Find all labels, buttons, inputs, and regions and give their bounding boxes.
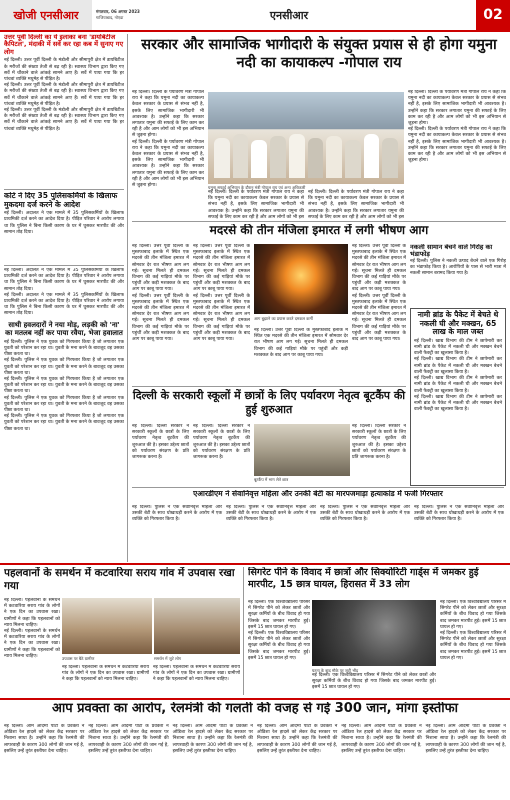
story-diabetes-body-cont2: नई दिल्ली। उत्तर पूर्वी दिल्ली के मंडोली और सीमापुरी क्षेत्र में डायबिटीज के मरीजों की संख्या तेजी से बढ़ रही है। स्वास्थ्य विभाग द्वारा किए गए सर्वे में चौंकाने वाले आंकड़े सामने आए हैं। सर्वे में पाया गया कि हर पांचवां व्यक्ति मधुमेह से पीड़ित है। xyxy=(4,108,124,132)
fire-body-mid xyxy=(254,328,348,384)
wrestlers-caption1-block xyxy=(62,656,152,664)
date-line: मंगलवार, 06 अगस्त 2023 xyxy=(96,9,140,14)
wrestlers-photo-1 xyxy=(62,598,152,654)
schools-photo xyxy=(254,424,350,476)
lead-body-cont: नई दिल्ली। दिल्ली के पर्यावरण मंत्री गोपाल राय ने कहा कि यमुना नदी का कायाकल्प केवल सरकार के प्रयास से संभव नहीं है, इसके लिए सामाजिक भागीदारी भी आवश्यक है। उन्होंने कहा कि सरकार लगातार यमुना की सफाई के लिए काम कर रही है और आम लोगों को भी इस अभियान से जुड़ना होगा। xyxy=(132,139,204,189)
story-police-body: नई दिल्ली। अदालत ने एक मामले में 35 पुलिसकर्मियों के खिलाफ प्राथमिकी दर्ज करने का आदेश दिया है। पीड़ित परिवार ने आरोप लगाया था कि पुलिस ने बिना किसी कारण के घर में घुसकर मारपीट की और सामान तोड़ दिया। xyxy=(4,211,124,235)
lead-body-mid xyxy=(208,185,404,219)
fire-body-col2-cont: नई दिल्ली। उत्तर पूर्वी दिल्ली के मुस्तफाबाद इलाके में स्थित एक मदरसे की तीन मंजिला इमारत में सोमवार देर रात भीषण आग लग गई। सूचना मिलते ही दमकल विभाग की कई गाड़ियां मौके पर पहुंचीं और कड़ी मशक्कत के बाद आग पर काबू पाया गया। xyxy=(193,293,250,343)
story-harassment-body-cont2: नई दिल्ली। पुलिस ने एक युवक को गिरफ्तार किया है जो लगातार एक युवती को परेशान कर रहा था। युवती के मना करने के बावजूद वह उसका पीछा करता था। xyxy=(4,376,124,395)
story-harassment-body: नई दिल्ली। पुलिस ने एक युवक को गिरफ्तार किया है जो लगातार एक युवती को परेशान कर रहा था। युवती के मना करने के बावजूद वह उसका पीछा करता था। xyxy=(4,339,124,358)
page-header xyxy=(0,0,510,32)
bottom-body xyxy=(4,724,506,798)
edition-line: गाजियाबाद, नोएडा xyxy=(96,15,124,20)
story-harassment-body-cont4: नई दिल्ली। पुलिस ने एक युवक को गिरफ्तार किया है जो लगातार एक युवती को परेशान कर रहा था। युवती के मना करने के बावजूद वह उसका पीछा करता था। xyxy=(4,414,124,432)
bottom-headline: आप प्रवक्ता का आरोप, रेलमंत्री की गलती की वजह से गई 300 जान, मांगा इस्तीफा xyxy=(51,702,459,716)
cigarette-headline: सिगरेट पीने के विवाद में छात्रों और सिक्योरिटी गार्ड्स में जमकर हुई मारपीट, 15 छात्र घायल, हिरासत में 33 लोग xyxy=(248,567,479,590)
ghee-headline: नामी ब्रांड के पैकेट में बेचते थे नकली घी और मक्खन, 65 लाख के माल जब्त xyxy=(417,310,499,337)
wrestlers-body-col1-cont: नई दिल्ली। पहलवानों के समर्थन में कटवारिया सराय गांव के लोगों ने एक दिन का उपवास रखा। ग्रामीणों ने कहा कि पहलवानों को न्याय मिलना चाहिए। xyxy=(4,629,60,659)
ghee-body-cont3: नई दिल्ली। खाद्य विभाग की टीम ने छापेमारी कर नामी ब्रांड के पैकेट में नकली घी और मक्खन बेचने वाली फैक्ट्री का खुलासा किया है। xyxy=(414,394,502,413)
story-diabetes xyxy=(4,34,124,188)
bottom-body-col5: नई दिल्ली। आम आदमी पार्टी के प्रवक्ता ने ओडिशा रेल हादसे को लेकर केंद्र सरकार पर निशाना साधा है। उन्होंने कहा कि रेलमंत्री की लापरवाही के कारण 300 लोगों की जान गई है, इसलिए उन्हें तुरंत इस्तीफा देना चाहिए। xyxy=(341,724,422,754)
story-harassment-headline: साथी हवलदारों ने नया मोड़, लड़की को 'ना' का मतलब नहीं कर पाया रवैया, भेजा हवालात xyxy=(5,320,123,337)
cigarette-body-mid xyxy=(312,668,436,696)
wrestlers-body-col3: नई दिल्ली। पहलवानों के समर्थन में कटवारिया सराय गांव के लोगों ने एक दिन का उपवास रखा। ग्रामीणों ने कहा कि पहलवानों को न्याय मिलना चाहिए। xyxy=(153,665,240,683)
bottom-body-col4: नई दिल्ली। आम आदमी पार्टी के प्रवक्ता ने ओडिशा रेल हादसे को लेकर केंद्र सरकार पर निशाना साधा है। उन्होंने कहा कि रेलमंत्री की लापरवाही के कारण 300 लोगों की जान गई है, इसलिए उन्हें तुरंत इस्तीफा देना चाहिए। xyxy=(256,724,338,754)
cigarette-body-col3: नई दिल्ली। एक विश्वविद्यालय परिसर में सिगरेट पीने को लेकर छात्रों और सुरक्षा कर्मियों के बीच विवाद हो गया जिसके बाद जमकर मारपीट हुई। इसमें 15 छात्र घायल हो गए। xyxy=(440,600,506,630)
lead-body: नई दिल्ली। दिल्ली के पर्यावरण मंत्री गोपाल राय ने कहा कि यमुना नदी का कायाकल्प केवल सरकार के प्रयास से संभव नहीं है, इसके लिए सामाजिक भागीदारी भी आवश्यक है। उन्होंने कहा कि सरकार लगातार यमुना की सफाई के लिए काम कर रही है और आम लोगों को भी इस अभियान से जुड़ना होगा। xyxy=(132,90,204,139)
edition-meta xyxy=(92,9,252,21)
schools-photo-caption: बूटकैंप में भाग लेते छात्र xyxy=(254,477,289,482)
bottom-body-col6: नई दिल्ली। आम आदमी पार्टी के प्रवक्ता ने ओडिशा रेल हादसे को लेकर केंद्र सरकार पर निशाना साधा है। उन्होंने कहा कि रेलमंत्री की लापरवाही के कारण 300 लोगों की जान गई है, इसलिए उन्हें तुरंत इस्तीफा देना चाहिए। xyxy=(425,724,506,754)
ghee-body: नई दिल्ली। खाद्य विभाग की टीम ने छापेमारी कर नामी ब्रांड के पैकेट में नकली घी और मक्खन बेचने वाली फैक्ट्री का खुलासा किया है। xyxy=(414,338,502,357)
bottom-body-col2: नई दिल्ली। आम आदमी पार्टी के प्रवक्ता ने ओडिशा रेल हादसे को लेकर केंद्र सरकार पर निशाना साधा है। उन्होंने कहा कि रेलमंत्री की लापरवाही के कारण 300 लोगों की जान गई है, इसलिए उन्हें तुरंत इस्तीफा देना चाहिए। xyxy=(88,724,169,754)
fire-body-left xyxy=(132,244,250,384)
ardm-headline: एआरडीएम ने सेवानिवृत्त महिला और उनकी बेटी का मारपजमाड़ा हत्याकांड में फर्जी गिरफ्तार xyxy=(193,490,443,498)
story-police-headline: कोर्ट ने दिए 35 पुलिसकर्मियों के खिलाफ मुकदमा दर्ज करने के आदेश xyxy=(4,192,118,209)
cigarette-body-col2: नई दिल्ली। एक विश्वविद्यालय परिसर में सिगरेट पीने को लेकर छात्रों और सुरक्षा कर्मियों के बीच विवाद हो गया जिसके बाद जमकर मारपीट हुई। इसमें 15 छात्र घायल हो गए। xyxy=(312,673,436,691)
lead-body-col4: नई दिल्ली। दिल्ली के पर्यावरण मंत्री गोपाल राय ने कहा कि यमुना नदी का कायाकल्प केवल सरकार के प्रयास से संभव नहीं है, इसके लिए सामाजिक भागीदारी भी आवश्यक है। उन्होंने कहा कि सरकार लगातार यमुना की सफाई के लिए काम कर रही है और आम लोगों को भी इस अभियान से जुड़ना होगा। xyxy=(408,90,506,127)
section-divider xyxy=(0,563,510,565)
fire-body-col1-cont: नई दिल्ली। उत्तर पूर्वी दिल्ली के मुस्तफाबाद इलाके में स्थित एक मदरसे की तीन मंजिला इमारत में सोमवार देर रात भीषण आग लग गई। सूचना मिलते ही दमकल विभाग की कई गाड़ियां मौके पर पहुंचीं और कड़ी मशक्कत के बाद आग पर काबू पाया गया। xyxy=(132,293,189,343)
ardm-headline-block xyxy=(132,490,504,504)
section-title: एनसीआर xyxy=(269,8,309,22)
fire-photo xyxy=(254,244,348,314)
ghee-body-cont2: नई दिल्ली। खाद्य विभाग की टीम ने छापेमारी कर नामी ब्रांड के पैकेट में नकली घी और मक्खन बेचने वाली फैक्ट्री का खुलासा किया है। xyxy=(414,376,502,394)
fire-headline-block xyxy=(132,224,506,242)
column-rule xyxy=(127,34,128,562)
wrestlers-photo-2 xyxy=(154,598,240,654)
ghee-box xyxy=(410,308,506,486)
side-story-body: नई दिल्ली। पुलिस ने नकली उत्पाद बेचने वाले एक गिरोह का भंडाफोड़ किया है। आरोपियों के पास से भारी मात्रा में नकली सामान बरामद किया गया है। xyxy=(410,258,506,277)
lead-body-col2: नई दिल्ली। दिल्ली के पर्यावरण मंत्री गोपाल राय ने कहा कि यमुना नदी का कायाकल्प केवल सरकार के प्रयास से संभव नहीं है, इसके लिए सामाजिक भागीदारी भी आवश्यक है। उन्होंने कहा कि सरकार लगातार यमुना की सफाई के लिए काम कर रही है और आम लोगों को भी इस xyxy=(208,190,304,219)
story-diabetes-body: नई दिल्ली। उत्तर पूर्वी दिल्ली के मंडोली और सीमापुरी क्षेत्र में डायबिटीज के मरीजों की संख्या तेजी से बढ़ रही है। स्वास्थ्य विभाग द्वारा किए गए सर्वे में चौंकाने वाले आंकड़े सामने आए हैं। सर्वे में पाया गया कि हर पांचवां व्यक्ति मधुमेह से पीड़ित है। xyxy=(4,58,124,83)
divider xyxy=(132,487,504,488)
fire-headline: मदरसे की तीन मंजिला इमारत में लगी भीषण आग xyxy=(209,224,429,237)
schools-body-col3: नई दिल्ली। दिल्ली सरकार ने सरकारी स्कूलों के छात्रों के लिए पर्यावरण नेतृत्व बूटकैंप की शुरुआत की है। इसका उद्देश्य छात्रों को पर्यावरण संरक्षण के प्रति जागरूक करना है। xyxy=(352,424,406,461)
lead-headline-block xyxy=(132,36,506,90)
schools-body-col2: नई दिल्ली। दिल्ली सरकार ने सरकारी स्कूलों के छात्रों के लिए पर्यावरण नेतृत्व बूटकैंप की शुरुआत की है। इसका उद्देश्य छात्रों को पर्यावरण संरक्षण के प्रति जागरूक करना है। xyxy=(193,424,250,461)
section-divider xyxy=(0,698,510,700)
divider xyxy=(132,386,406,387)
schools-headline: दिल्ली के सरकारी स्कूलों में छात्रों के लिए पर्यावरण नेतृत्व बूटकैंप की हुई शुरुआत xyxy=(132,389,406,416)
wrestlers-photo1-caption: उपवास पर बैठे ग्रामीण xyxy=(62,656,95,661)
cigarette-body-col1: नई दिल्ली। एक विश्वविद्यालय परिसर में सिगरेट पीने को लेकर छात्रों और सुरक्षा कर्मियों के बीच विवाद हो गया जिसके बाद जमकर मारपीट हुई। इसमें 15 छात्र घायल हो गए। xyxy=(248,600,310,630)
ardm-body-col2: नई दिल्ली। पुलिस ने एक सेवानिवृत्त महिला और उसकी बेटी के साथ धोखाधड़ी करने के आरोप में एक व्यक्ति को गिरफ्तार किया है। xyxy=(226,505,316,523)
story-police-body-cont: नई दिल्ली। अदालत ने एक मामले में 35 पुलिसकर्मियों के खिलाफ प्राथमिकी दर्ज करने का आदेश दिया है। पीड़ित परिवार ने आरोप लगाया था कि पुलिस ने बिना किसी कारण के घर में घुसकर मारपीट की और सामान तोड़ दिया। xyxy=(4,268,124,292)
wrestlers-body-right xyxy=(62,665,240,695)
lead-photo-people xyxy=(214,132,398,178)
lead-headline: सरकार और सामाजिक भागीदारी के संयुक्त प्रयास से ही होगा यमुना नदी का कायाकल्प -गोपाल राय xyxy=(141,37,497,71)
story-harassment-body-cont3: नई दिल्ली। पुलिस ने एक युवक को गिरफ्तार किया है जो लगातार एक युवती को परेशान कर रहा था। युवती के मना करने के बावजूद वह उसका पीछा करता था। xyxy=(4,395,124,413)
lead-body-left xyxy=(132,90,204,220)
bottom-body-col1: नई दिल्ली। आम आदमी पार्टी के प्रवक्ता ने ओडिशा रेल हादसे को लेकर केंद्र सरकार पर निशाना साधा है। उन्होंने कहा कि रेलमंत्री की लापरवाही के कारण 300 लोगों की जान गई है, इसलिए उन्हें तुरंत इस्तीफा देना चाहिए। xyxy=(4,724,85,754)
cigarette-body-right xyxy=(440,600,506,696)
schools-body-left xyxy=(132,424,250,486)
schools-headline-block xyxy=(132,389,406,423)
story-police-body-cont2: नई दिल्ली। अदालत ने एक मामले में 35 पुलिसकर्मियों के खिलाफ प्राथमिकी दर्ज करने का आदेश दिया है। पीड़ित परिवार ने आरोप लगाया था कि पुलिस ने बिना किसी कारण के घर में घुसकर मारपीट की और सामान तोड़ दिया। xyxy=(4,292,124,317)
divider xyxy=(4,189,124,190)
story-harassment xyxy=(4,268,124,560)
ardm-body-col3: नई दिल्ली। पुलिस ने एक सेवानिवृत्त महिला और उसकी बेटी के साथ धोखाधड़ी करने के आरोप में एक व्यक्ति को गिरफ्तार किया है। xyxy=(320,505,410,523)
fire-body-col2: नई दिल्ली। उत्तर पूर्वी दिल्ली के मुस्तफाबाद इलाके में स्थित एक मदरसे की तीन मंजिला इमारत में सोमवार देर रात भीषण आग लग गई। सूचना मिलते ही दमकल विभाग की कई गाड़ियां मौके पर पहुंचीं और कड़ी मशक्कत के बाद आग पर काबू पाया गया। xyxy=(193,244,250,293)
story-diabetes-body-cont: नई दिल्ली। उत्तर पूर्वी दिल्ली के मंडोली और सीमापुरी क्षेत्र में डायबिटीज के मरीजों की संख्या तेजी से बढ़ रही है। स्वास्थ्य विभाग द्वारा किए गए सर्वे में चौंकाने वाले आंकड़े सामने आए हैं। सर्वे में पाया गया कि हर पांचवां व्यक्ति मधुमेह से पीड़ित है। xyxy=(4,83,124,107)
side-story-headline: नकली सामान बेचने वाले गिरोह का भंडाफोड़ xyxy=(410,244,493,259)
wrestlers-body-col1: नई दिल्ली। पहलवानों के समर्थन में कटवारिया सराय गांव के लोगों ने एक दिन का उपवास रखा। ग्रामीणों ने कहा कि पहलवानों को न्याय मिलना चाहिए। xyxy=(4,598,60,628)
side-story xyxy=(410,244,506,306)
fire-body-col3: नई दिल्ली। उत्तर पूर्वी दिल्ली के मुस्तफाबाद इलाके में स्थित एक मदरसे की तीन मंजिला इमारत में सोमवार देर रात भीषण आग लग गई। सूचना मिलते ही दमकल विभाग की कई गाड़ियां मौके पर पहुंचीं और कड़ी मशक्कत के बाद आग पर काबू पाया गया। xyxy=(254,328,348,358)
cigarette-photo xyxy=(312,600,436,666)
lead-photo-caption: यमुना सफाई अभियान के दौरान मंत्री गोपाल राय एवं अन्य अधिकारी xyxy=(208,185,306,190)
ardm-body-col4: नई दिल्ली। पुलिस ने एक सेवानिवृत्त महिला और उसकी बेटी के साथ धोखाधड़ी करने के आरोप में एक व्यक्ति को गिरफ्तार किया है। xyxy=(414,505,504,523)
ardm-body-col1: नई दिल्ली। पुलिस ने एक सेवानिवृत्त महिला और उसकी बेटी के साथ धोखाधड़ी करने के आरोप में एक व्यक्ति को गिरफ्तार किया है। xyxy=(132,505,222,523)
story-diabetes-headline: उत्तर पूर्वी दिल्ली का ये इलाका बना 'डायबिटीज कैपिटल', मंदाकी में सर्वे कर रहा कब में सुनाए गए लोग xyxy=(4,34,124,56)
fire-photo-caption: आग बुझाने का प्रयास करते दमकल कर्मी xyxy=(254,316,313,321)
bottom-body-col3: नई दिल्ली। आम आदमी पार्टी के प्रवक्ता ने ओडिशा रेल हादसे को लेकर केंद्र सरकार पर निशाना साधा है। उन्होंने कहा कि रेलमंत्री की लापरवाही के कारण 300 लोगों की जान गई है, इसलिए उन्हें तुरंत इस्तीफा देना चाहिए। xyxy=(172,724,253,754)
fire-body-right xyxy=(352,244,406,384)
cigarette-headline-block xyxy=(248,567,506,599)
schools-caption-block xyxy=(254,477,350,485)
page-number: 02 xyxy=(476,0,510,30)
divider xyxy=(132,221,506,222)
story-police xyxy=(4,192,124,264)
story-harassment-body-cont: नई दिल्ली। पुलिस ने एक युवक को गिरफ्तार किया है जो लगातार एक युवती को परेशान कर रहा था। युवती के मना करने के बावजूद वह उसका पीछा करता था। xyxy=(4,358,124,376)
cigarette-body-left xyxy=(248,600,310,696)
fire-body-col4: नई दिल्ली। उत्तर पूर्वी दिल्ली के मुस्तफाबाद इलाके में स्थित एक मदरसे की तीन मंजिला इमारत में सोमवार देर रात भीषण आग लग गई। सूचना मिलते ही दमकल विभाग की कई गाड़ियां मौके पर पहुंचीं और कड़ी मशक्कत के बाद आग पर काबू पाया गया। xyxy=(352,244,406,293)
wrestlers-headline-block xyxy=(4,567,240,597)
schools-body-right xyxy=(352,424,406,486)
brand-logo: खोजी एनसीआर xyxy=(0,0,92,30)
divider xyxy=(4,265,124,266)
wrestlers-body-col2: नई दिल्ली। पहलवानों के समर्थन में कटवारिया सराय गांव के लोगों ने एक दिन का उपवास रखा। ग्रामीणों ने कहा कि पहलवानों को न्याय मिलना चाहिए। xyxy=(62,665,149,683)
wrestlers-headline: पहलवानों के समर्थन में कटवारिया सराय गांव में उपवास रखा गया xyxy=(4,567,235,592)
lead-body-col3: नई दिल्ली। दिल्ली के पर्यावरण मंत्री गोपाल राय ने कहा कि यमुना नदी का कायाकल्प केवल सरकार के प्रयास से संभव नहीं है, इसके लिए सामाजिक भागीदारी भी आवश्यक है। उन्होंने कहा कि सरकार लगातार यमुना की सफाई के लिए काम कर रही है और आम लोगों को भी इस xyxy=(308,190,404,219)
ardm-body xyxy=(132,505,504,561)
lead-photo xyxy=(208,92,404,184)
lead-body-right xyxy=(408,90,506,220)
cigarette-body-col1-cont: नई दिल्ली। एक विश्वविद्यालय परिसर में सिगरेट पीने को लेकर छात्रों और सुरक्षा कर्मियों के बीच विवाद हो गया जिसके बाद जमकर मारपीट हुई। इसमें 15 छात्र घायल हो गए। xyxy=(248,631,310,661)
column-rule xyxy=(243,567,244,695)
wrestlers-caption2-block xyxy=(154,656,240,664)
fire-caption-block xyxy=(254,316,348,326)
fire-body-col4-cont: नई दिल्ली। उत्तर पूर्वी दिल्ली के मुस्तफाबाद इलाके में स्थित एक मदरसे की तीन मंजिला इमारत में सोमवार देर रात भीषण आग लग गई। सूचना मिलते ही दमकल विभाग की कई गाड़ियां मौके पर पहुंचीं और कड़ी मशक्कत के बाद आग पर काबू पाया गया। xyxy=(352,293,406,343)
cigarette-body-col3-cont: नई दिल्ली। एक विश्वविद्यालय परिसर में सिगरेट पीने को लेकर छात्रों और सुरक्षा कर्मियों के बीच विवाद हो गया जिसके बाद जमकर मारपीट हुई। इसमें 15 छात्र घायल हो गए। xyxy=(440,631,506,661)
bottom-headline-block xyxy=(4,702,506,722)
fire-body-col1: नई दिल्ली। उत्तर पूर्वी दिल्ली के मुस्तफाबाद इलाके में स्थित एक मदरसे की तीन मंजिला इमारत में सोमवार देर रात भीषण आग लग गई। सूचना मिलते ही दमकल विभाग की कई गाड़ियां मौके पर पहुंचीं और कड़ी मशक्कत के बाद आग पर काबू पाया गया। xyxy=(132,244,189,293)
schools-body-col1: नई दिल्ली। दिल्ली सरकार ने सरकारी स्कूलों के छात्रों के लिए पर्यावरण नेतृत्व बूटकैंप की शुरुआत की है। इसका उद्देश्य छात्रों को पर्यावरण संरक्षण के प्रति जागरूक करना है। xyxy=(132,424,189,461)
lead-body-col4-cont: नई दिल्ली। दिल्ली के पर्यावरण मंत्री गोपाल राय ने कहा कि यमुना नदी का कायाकल्प केवल सरकार के प्रयास से संभव नहीं है, इसके लिए सामाजिक भागीदारी भी आवश्यक है। उन्होंने कहा कि सरकार लगातार यमुना की सफाई के लिए काम कर रही है और आम लोगों को भी इस अभियान से जुड़ना होगा। xyxy=(408,127,506,164)
ghee-body-cont: नई दिल्ली। खाद्य विभाग की टीम ने छापेमारी कर नामी ब्रांड के पैकेट में नकली घी और मक्खन बेचने वाली फैक्ट्री का खुलासा किया है। xyxy=(414,357,502,375)
wrestlers-photo2-caption: समर्थन में जुटे लोग xyxy=(154,656,182,661)
cigarette-photo-caption: घटना के बाद मौके पर जुटी भीड़ xyxy=(312,668,359,673)
wrestlers-body-left xyxy=(4,598,60,694)
